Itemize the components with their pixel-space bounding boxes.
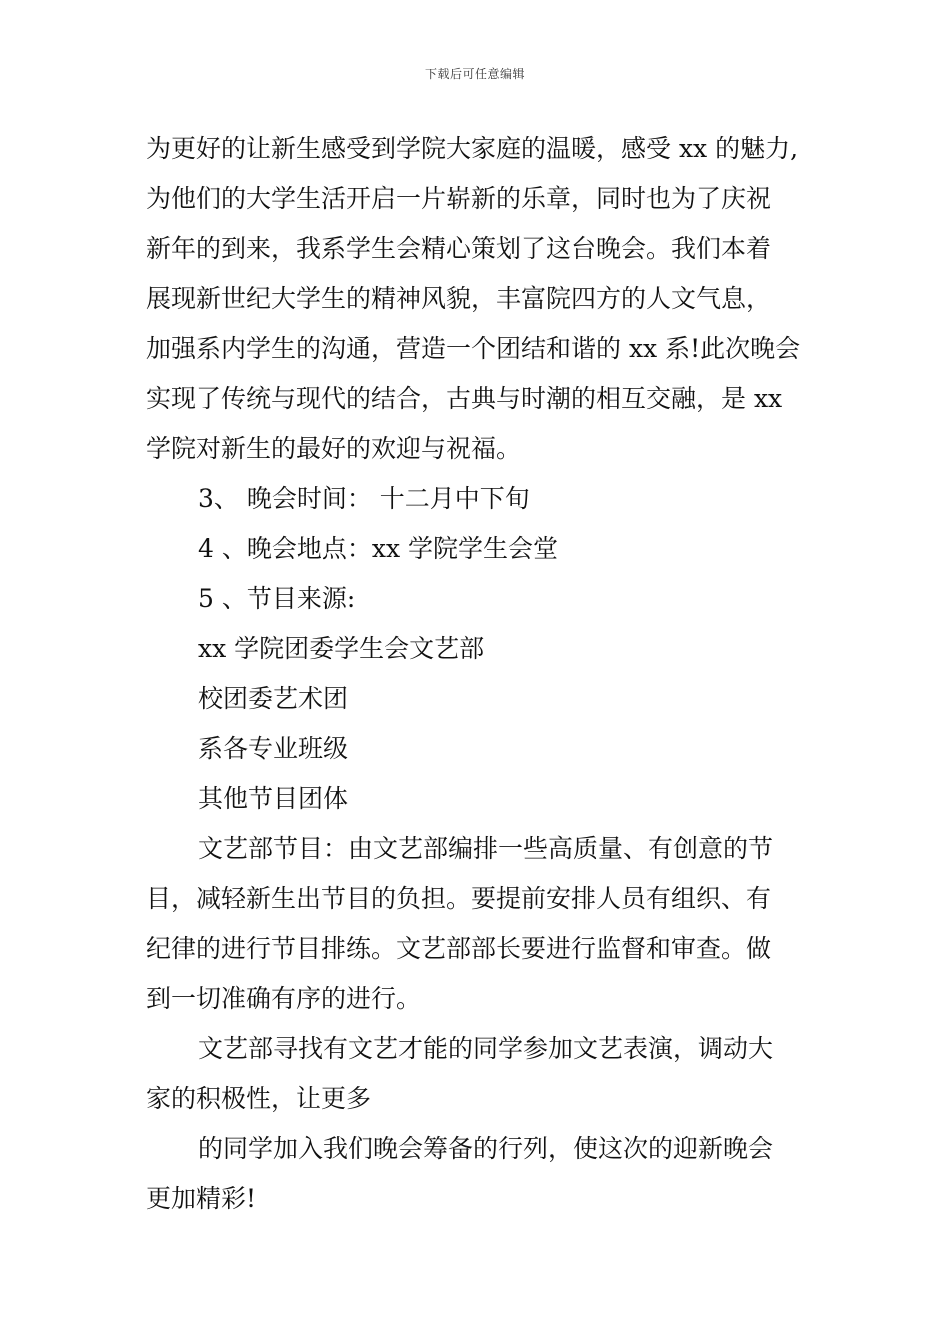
- text-line: 为更好的让新生感受到学院大家庭的温暖，感受 xx 的魅力,: [146, 134, 799, 163]
- text-line: 加强系内学生的沟通，营造一个团结和谐的 xx 系!此次晚会: [146, 334, 801, 363]
- text-line: 更加精彩!: [146, 1184, 257, 1213]
- text-line: 新年的到来，我系学生会精心策划了这台晚会。我们本着: [146, 234, 772, 263]
- source-item: 其他节目团体: [198, 784, 349, 813]
- paragraph-start: 文艺部寻找有文艺才能的同学参加文艺表演，调动大: [198, 1034, 774, 1063]
- list-item-venue: 4 、晚会地点：xx 学院学生会堂: [198, 534, 558, 563]
- paragraph-start: 文艺部节目：由文艺部编排一些高质量、有创意的节: [198, 834, 774, 863]
- list-item-time: 3、 晚会时间： 十二月中下旬: [198, 484, 530, 513]
- text-line: 纪律的进行节目排练。文艺部部长要进行监督和审查。做: [146, 934, 772, 963]
- text-line: 家的积极性，让更多: [146, 1084, 372, 1113]
- text-line: 学院对新生的最好的欢迎与祝福。: [146, 434, 522, 463]
- text-line: 目，减轻新生出节目的负担。要提前安排人员有组织、有: [146, 884, 772, 913]
- document-body: [146, 124, 810, 1224]
- source-item: 系各专业班级: [198, 734, 349, 763]
- paragraph-start: 的同学加入我们晚会筹备的行列，使这次的迎新晚会: [198, 1134, 774, 1163]
- source-item: 校团委艺术团: [198, 684, 349, 713]
- text-line: 展现新世纪大学生的精神风貌，丰富院四方的人文气息，: [146, 284, 772, 313]
- text-line: 到一切准确有序的进行。: [146, 984, 422, 1013]
- list-item-source: 5 、节目来源:: [198, 584, 356, 613]
- source-item: xx 学院团委学生会文艺部: [198, 634, 485, 663]
- text-line: 为他们的大学生活开启一片崭新的乐章，同时也为了庆祝: [146, 184, 772, 213]
- page-header-note: 下载后可任意编辑: [424, 67, 525, 81]
- text-line: 实现了传统与现代的结合，古典与时潮的相互交融，是 xx: [146, 384, 783, 413]
